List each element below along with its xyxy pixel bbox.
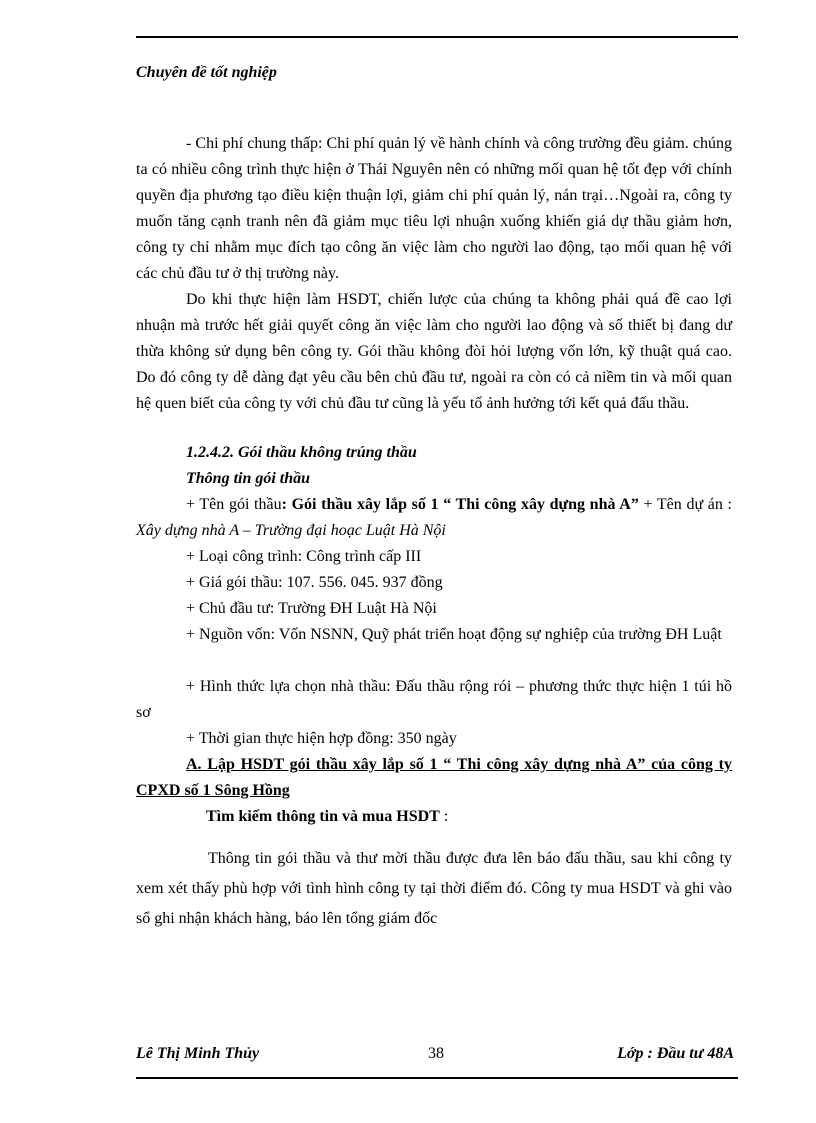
part-a-subheading-bold: Tìm kiếm thông tin và mua HSDT: [206, 808, 440, 825]
funding-source: + Nguồn vốn: Vốn NSNN, Quỹ phát triển hoạt động sự nghiệp của trường ĐH Luật: [186, 626, 722, 643]
package-name-label: + Tên gói thầu: [186, 496, 282, 513]
part-a-body: Thông tin gói thầu và thư mời thầu được đưa lên báo đấu thầu, sau khi công ty xem xét thấy phù hợp với tình hình công ty tại thời điểm đó. Công ty mua HSDT và ghi vào sổ ghi nhận khách hàng, báo lên tổng giám đốc: [136, 850, 732, 927]
contract-duration: + Thời gian thực hiện hợp đồng: 350 ngày: [186, 730, 457, 747]
footer-author: Lê Thị Minh Thủy: [136, 1045, 260, 1062]
package-name-value: : Gói thầu xây lắp số 1 “ Thi công xây dựng nhà A”: [281, 496, 639, 513]
selection-method: + Hình thức lựa chọn nhà thầu: Đấu thầu rộng rói – phương thức thực hiện 1 túi hồ sơ: [136, 678, 732, 721]
header-title: Chuyên đề tốt nghiệp: [136, 64, 277, 81]
part-a-subheading: [206, 804, 448, 830]
part-a-heading: A. Lập HSDT gói thầu xây lắp số 1 “ Thi công xây dựng nhà A” của công ty CPXD số 1 Sông Hồng: [136, 756, 732, 799]
footer-class: Lớp : Đầu tư 48A: [617, 1045, 734, 1062]
project-label: + Tên dự án :: [638, 496, 733, 513]
part-a-subheading-rest: :: [439, 808, 449, 825]
section-heading: 1.2.4.2. Gói thầu không trúng thầu: [186, 444, 417, 461]
project-type: + Loại công trình: Công trình cấp III: [186, 548, 422, 565]
section-subheading: Thông tin gói thầu: [186, 470, 311, 487]
page-number: 38: [428, 1045, 444, 1062]
paragraph-2: Do khi thực hiện làm HSDT, chiến lược của chúng ta không phải quá đề cao lợi nhuận mà trước hết giải quyết công ăn việc làm cho người lao động và số thiết bị đang dư thừa không sử dụng bên công ty. Gói thầu không đòi hỏi lượng vốn lớn, kỹ thuật quá cao. Do đó công ty dễ dàng đạt yêu cầu bên chủ đầu tư, ngoài ra còn có cả niềm tin và mối quan hệ quen biết của công ty với chủ đầu tư cũng là yếu tố ảnh hưởng tới kết quả đấu thầu.: [136, 291, 732, 412]
paragraph-1: - Chi phí chung thấp: Chi phí quản lý về hành chính và công trường đều giảm. chúng ta có nhiều công trình thực hiện ở Thái Nguyên nên có những mối quan hệ tốt đẹp với chính quyền địa phương tạo điều kiện thuận lợi, giảm chi phí quản lý, nán trại…Ngoài ra, công ty muốn tăng cạnh tranh nên đã giảm mục tiêu lợi nhuận xuống khiến giá dự thầu giảm hơn, công ty chỉ nhằm mục đích tạo công ăn việc làm cho người lao động, tạo mối quan hệ với các chủ đầu tư ở thị trường này.: [136, 135, 732, 282]
project-value: Xây dựng nhà A – Trường đại hoạc Luật Hà Nội: [136, 522, 446, 539]
header-rule: [136, 36, 738, 38]
package-price: + Giá gói thầu: 107. 556. 045. 937 đồng: [186, 574, 443, 591]
package-name: [136, 492, 732, 544]
project-owner: + Chủ đầu tư: Trường ĐH Luật Hà Nội: [186, 600, 437, 617]
footer-rule: [136, 1077, 738, 1079]
